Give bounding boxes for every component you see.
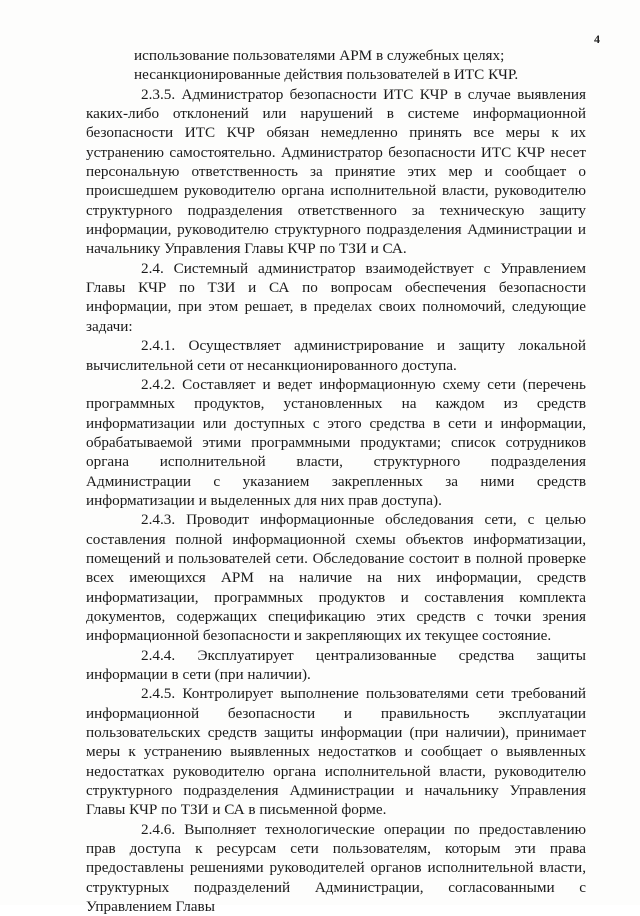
paragraph-arm-usage: использование пользователями АРМ в служебных целях; [134,47,505,64]
paragraph-2-4-4: 2.4.4. Эксплуатирует централизованные средства защиты информации в сети (при наличии). [86,646,586,683]
paragraph-unauthorized-actions: несанкционированные действия пользователей в ИТС КЧР. [134,66,519,84]
page-number: 4 [594,32,600,46]
paragraph-2-4-2: 2.4.2. Составляет и ведет информационную схему сети (перечень программных продуктов, установленных на каждом из средств информатизации или доступных с этого средства в сети и информации, обрабатываемой этими программными продуктами; список сотрудников органа исполнительной власти, структурного подразделения Администрации с указанием закрепленных за ними средств информатизации и выделенных для них прав доступа). [86,375,586,509]
paragraph-2-4-3: 2.4.3. Проводит информационные обследования сети, с целью составления полной информационной схемы объектов информатизации, помещений и пользователей сети. Обследование состоит в полной проверке всех имеющихся АРМ на наличие на них информации, средств информатизации, программных продуктов и составления комплекта документов, содержащих спецификацию этих средств с точки зрения информационной безопасности и закрепляющих их текущее состояние. [86,511,586,645]
document-body [86,46,586,916]
paragraph-2-3-5: 2.3.5. Администратор безопасности ИТС КЧР в случае выявления каких-либо отклонений или нарушений в системе информационной безопасности ИТС КЧР обязан немедленно принять все меры к их устранению самостоятельно. Администратор безопасности ИТС КЧР несет персональную ответственность за принятие этих мер и сообщает о происшедшем руководителю органа исполнительной власти, руководителю структурного подразделения ответственного за техническую защиту информации, руководителю структурного подразделения Администрации и начальнику Управления Главы КЧР по ТЗИ и СА. [86,85,586,258]
paragraph-2-4-1: 2.4.1. Осуществляет администрирование и защиту локальной вычислительной сети от несанкционированного доступа. [86,337,586,374]
paragraph-2-4-6: 2.4.6. Выполняет технологические операции по предоставлению прав доступа к ресурсам сети пользователям, которым эти права предоставлены решениями руководителей органов исполнительной власти, структурных подразделений Администрации, согласованными с Управлением Главы [86,820,586,916]
paragraph-2-4-5: 2.4.5. Контролирует выполнение пользователями сети требований информационной безопасности и правильность эксплуатации пользовательских средств защиты информации (при наличии), принимает меры к устранению выявленных недостатков и сообщает о выявленных недостатках руководителю органа исполнительной власти, руководителю структурного подразделения Администрации и начальнику Управления Главы КЧР по ТЗИ и СА в письменной форме. [86,685,586,819]
paragraph-2-4: 2.4. Системный администратор взаимодействует с Управлением Главы КЧР по ТЗИ и СА по вопросам обеспечения безопасности информации, при этом решает, в пределах своих полномочий, следующие задачи: [86,259,586,335]
